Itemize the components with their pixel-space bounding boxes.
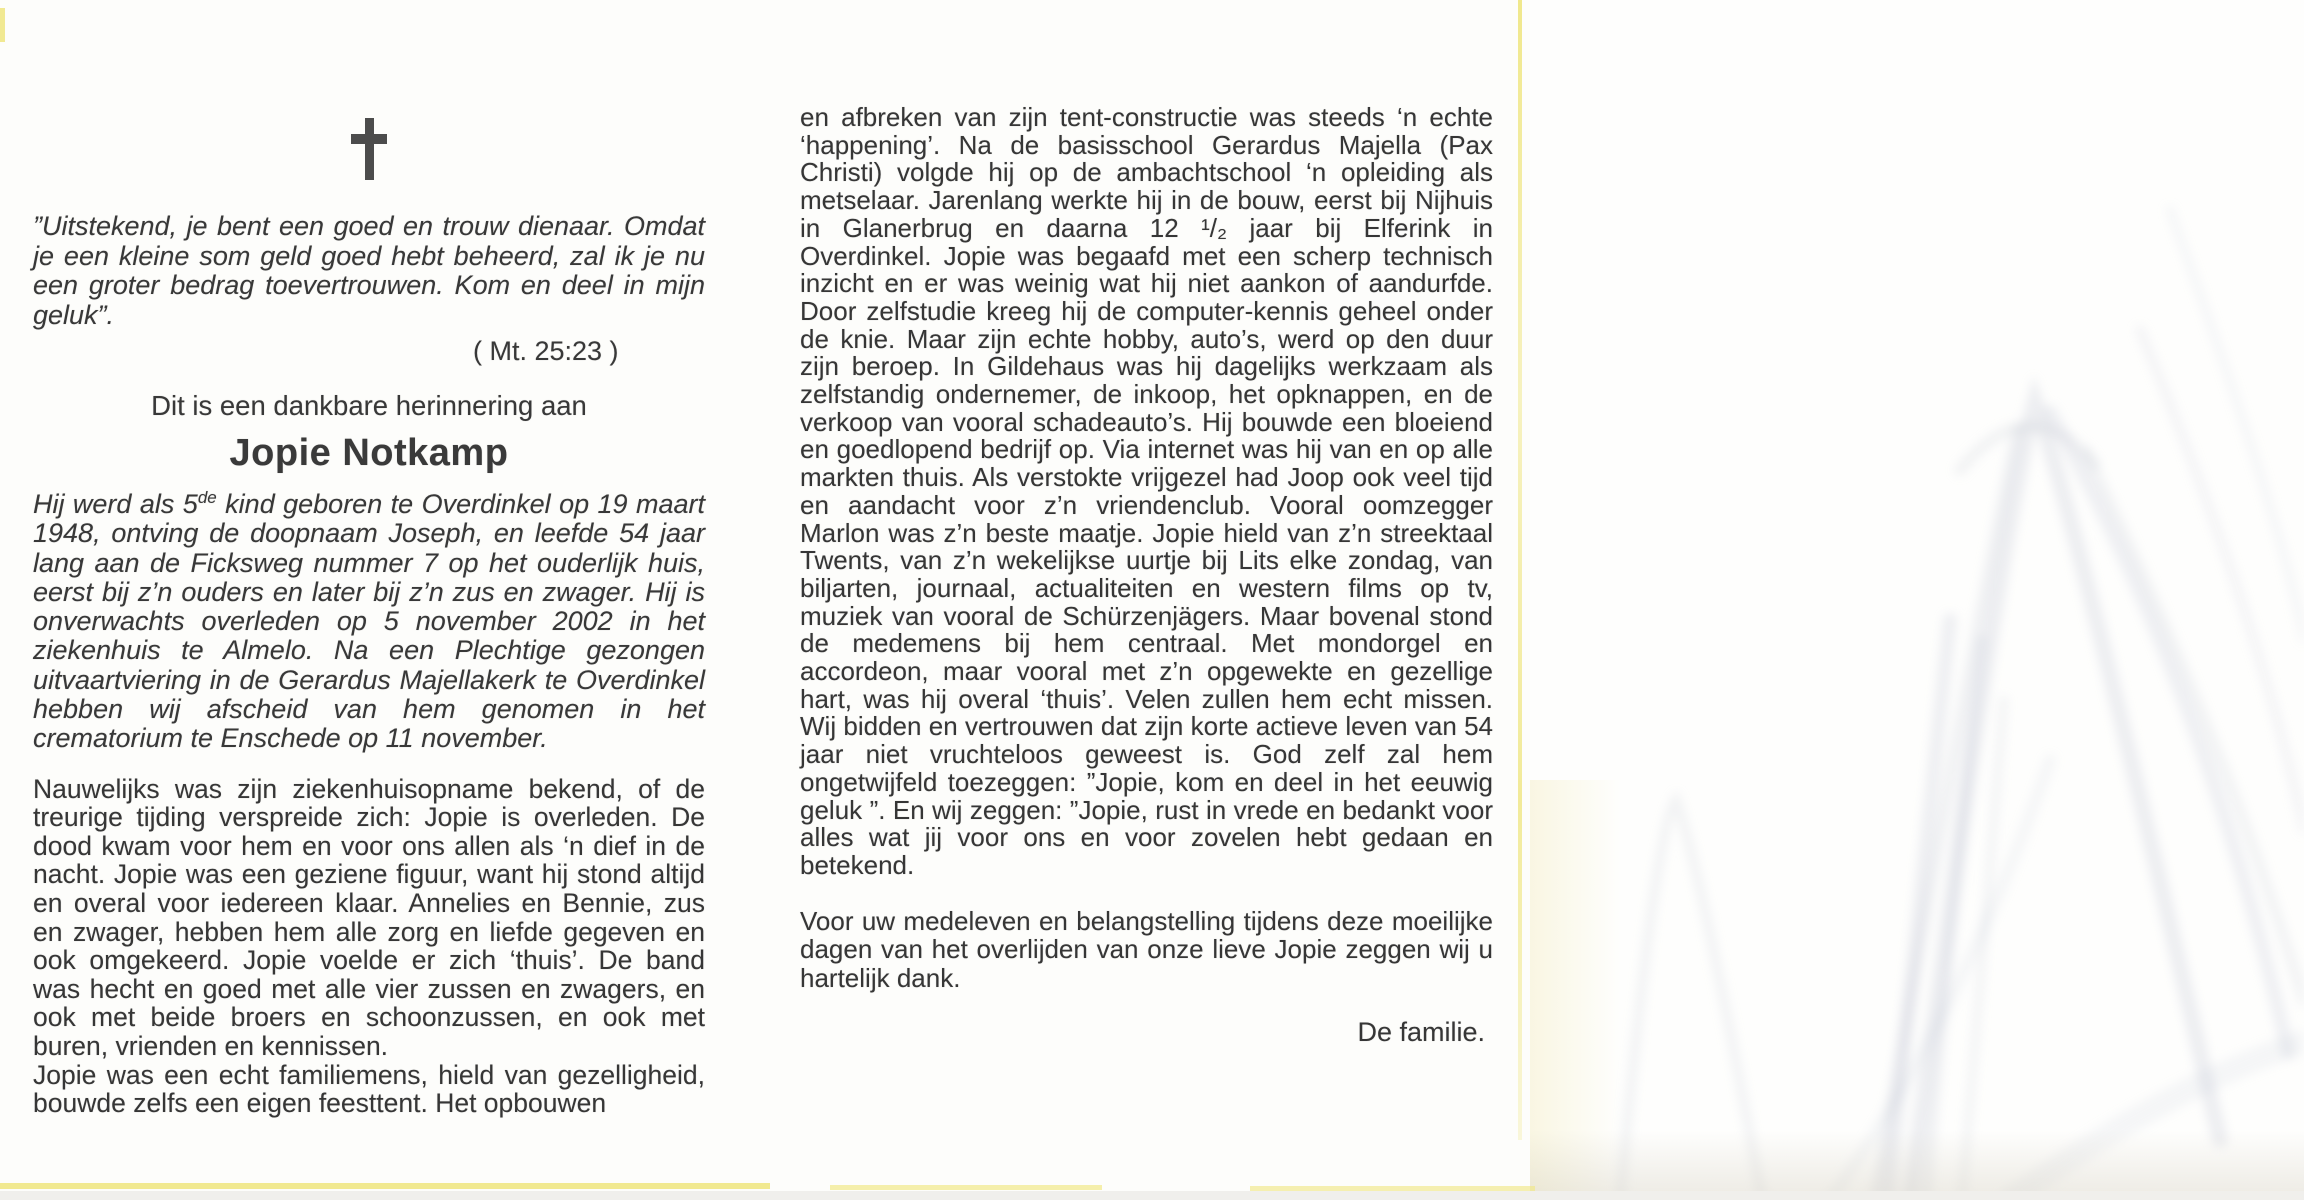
cross-vertical-bar xyxy=(365,118,374,180)
middle-column xyxy=(800,0,1493,1047)
memorial-intro: Dit is een dankbare herinnering aan xyxy=(151,390,587,421)
text-run: kind geboren te Overdinkel op 19 maart 1948, ontving de doopnaam Joseph, en leefde 54 jaar lang aan de Ficksweg nummer 7 op het ouderlijk huis, eerst bij z’n ouders en later bij z’n zus en zwager. Hij is onverwachts overleden op 5 november 2002 in het ziekenhuis te Almelo. Na een Plechtige gezongen uitvaartviering in de Gerardus Majellakerk te Overdinkel hebben wij afscheid van hem genomen in het crematorium te Enschede op 11 november. xyxy=(33,489,705,754)
signature-line: De familie. xyxy=(1357,1017,1485,1048)
faded-artwork-icon xyxy=(1530,0,2304,1200)
left-column xyxy=(33,0,705,1118)
memorial-paragraph-2: en afbreken van zijn tent-constructie was steeds ‘n echte ‘happening’. Na de basisschool Gerardus Majella (Pax Christi) volgde hij op de ambachtschool ‘n opleiding als metselaar. Jarenlang werkte hij in de bouw, eerst bij Nijhuis in Glanerbrug en daarna 12 ¹/₂ jaar bij Elferink in Overdinkel. Jopie was begaafd met een scherp technisch inzicht en er was weinig wat hij niet aankon of aandurfde. Door zelfstudie kreeg hij de computer-kennis geheel onder de knie. Maar zijn echte hobby, auto’s, werd op den duur zijn beroep. In Gildehaus was hij dagelijks werkzaam als zelfstandig ondernemer, de inkoop, het opknappen, en de verkoop van vooral schadeauto’s. Hij bouwde een bloeiend en goedlopend bedrijf op. Via internet was hij van en op alle markten thuis. Als verstokte vrijgezel had Joop ook veel tijd en aandacht voor z’n vriendenclub. Vooral oomzegger Marlon was z’n beste maatje. Jopie hield van z’n streektaal Twents, van z’n wekelijkse uurtje bij Lits elke zondag, van biljarten, journaal, actualiteiten en western films op tv, muziek van vooral de Schürzenjägers. Maar bovenal stond de medemens bij hem centraal. Met mondorgel en accordeon, maar vooral met z’n opgewekte en gezellige hart, was hij overal ‘thuis’. Velen zullen hem echt missen. Wij bidden en vertrouwen dat zijn korte actieve leven van 54 jaar niet vruchteloos geweest is. God zelf zal hem ongetwijfeld toezeggen: ”Jopie, kom en deel in het eeuwig geluk ”. En wij zeggen: ”Jopie, rust in vrede en bedankt voor alles wat jij voor ons en voor zovelen hebt gedaan en betekend. xyxy=(800,102,1493,880)
thanks-paragraph: Voor uw medeleven en belangstelling tijdens deze moeilijke dagen van het overlijden van onze lieve Jopie zeggen wij u hartelijk dank. xyxy=(800,905,1493,993)
scan-bottom-strip-middle xyxy=(830,1185,1102,1190)
bible-reference: ( Mt. 25:23 ) xyxy=(473,336,619,366)
scan-edge-artifact xyxy=(0,8,5,42)
text-run: Nauwelijks was zijn ziekenhuisopname bekend, of de treurige tijding verspreide zich: Jopie is overleden. De dood kwam voor hem en voor ons allen als ‘n dief in de nacht. Jopie was een geziene figuur, want hij stond altijd en overal voor iedereen klaar. Annelies en Bennie, zus en zwager, hebben hem alle zorg en liefde gegeven en ook omgekeerd. Jopie voelde er zich ‘thuis’. De band was hecht en goed met alle vier zussen en zwagers, en ook met beide broers en schoonzussen, en ook met buren, vrienden en kennissen. xyxy=(33,773,705,1062)
cross-horizontal-bar xyxy=(351,134,387,144)
scan-bottom-edge xyxy=(0,1191,2304,1200)
bible-quote: ”Uitstekend, je bent een goed en trouw dienaar. Omdat je een kleine som geld goed hebt beheerd, zal ik je nu een groter bedrag toevertrouwen. Kom en deel in mijn geluk”. xyxy=(33,211,705,330)
text-run: Jopie was een echt familiemens, hield van gezelligheid, bouwde zelfs een eigen feesttent. Het opbouwen xyxy=(33,1059,705,1119)
biography-paragraph xyxy=(33,490,705,754)
scan-bottom-strip-left xyxy=(0,1183,770,1189)
cross-icon xyxy=(351,118,387,180)
card-right-page xyxy=(1530,0,2304,1200)
scan-fold-line xyxy=(1518,0,1522,1140)
text-run: Hij werd als 5 xyxy=(33,489,198,519)
memorial-paragraph-1 xyxy=(33,775,705,1118)
ordinal-superscript: de xyxy=(197,488,217,507)
deceased-name: Jopie Notkamp xyxy=(229,432,509,474)
scan-bottom-shade xyxy=(1530,1130,2304,1200)
